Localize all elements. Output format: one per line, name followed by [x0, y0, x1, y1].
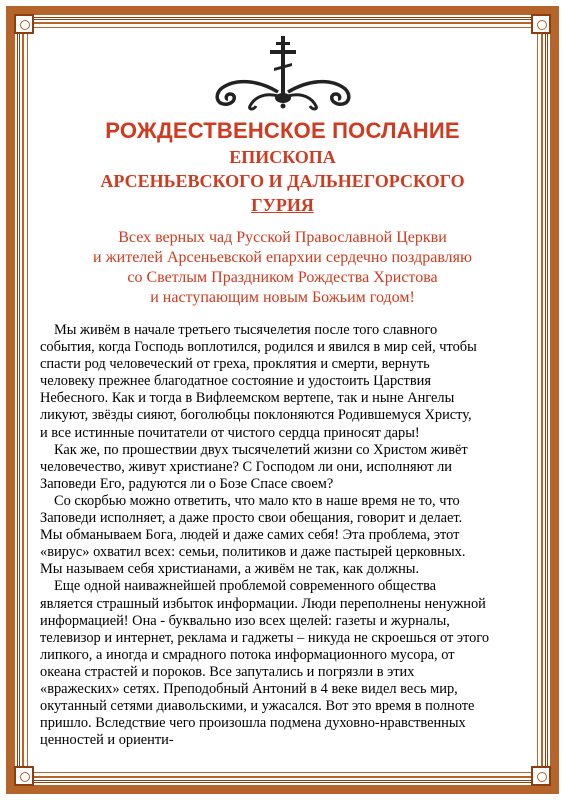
body-line: ликуют, звёзды сияют, боголюбцы поклоняются Родившемуся Христу, [40, 407, 472, 424]
body-line: Со скорбью можно ответить, что мало кто в наше время не то, что [54, 492, 460, 509]
body-line: Мы называем себя христианами, а живём не так, как должны. [40, 561, 420, 578]
body-line: «вражеских» сетях. Преподобный Антоний в 4 веке видел весь мир, [40, 680, 458, 697]
letter-content [40, 32, 525, 749]
body-line: является страшный избыток информации. Люди переполнены ненужной [40, 595, 486, 612]
subtitle-line-1: ЕПИСКОПА [229, 147, 336, 167]
frame-corner-bottom-right [531, 766, 551, 786]
body-line: события, когда Господь воплотился, родился и явился в мир сей, чтобы [40, 339, 477, 356]
body-line: человечество, живут христиане? С Господом ли они, исполняют ли [40, 458, 452, 475]
body-line: ценностей и ориенти- [40, 732, 174, 749]
body-line: телевизор и интернет, реклама и гаджеты – никуда не скроешься от этого [40, 629, 490, 646]
body-line: липкого, а иногда и смрадного потока информационного мусора, от [40, 646, 455, 663]
author-name: ГУРИЯ [251, 195, 314, 215]
body-line: Мы живём в начале третьего тысячелетия после того славного [54, 322, 438, 338]
body-line: «вирус» охватил всех: семьи, политиков и даже пастырей церковных. [40, 544, 466, 561]
body-line: Заповеди исполняет, а даже просто свои обещания, говорит и делает. [40, 510, 463, 527]
orthodox-cross-icon [198, 32, 368, 112]
body-line: Еще одной наиважнейшей проблемой современного общества [54, 578, 437, 595]
frame-corner-top-left [14, 14, 34, 34]
frame-corner-bottom-left [14, 766, 34, 786]
body-line: Мы обманываем Бога, людей и даже самих себя! Эта проблема, этот [40, 527, 460, 544]
body-line: и все истинные почитатели от чистого сердца приносят дары! [40, 424, 420, 441]
body-line: окутанный сетями диавольскими, и ужасался. Вот это время в полноте [40, 698, 475, 715]
subtitle-line-3 [40, 194, 525, 216]
body-line: информацией! Она - буквально изо всех щелей: газеты и журналы, [40, 612, 450, 629]
letter-body [40, 322, 525, 749]
greeting-line: со Светлым Праздником Рождества Христова [127, 269, 438, 286]
body-line: пришло. Вследствие чего произошла подмена духовно-нравственных [40, 715, 466, 732]
frame-corner-top-right [531, 14, 551, 34]
body-line: Как же, по прошествии двух тысячелетий жизни со Христом живёт [54, 441, 468, 458]
body-line: человеку прежнее благодатное состояние и удостоить Царствия [40, 373, 431, 390]
greeting-block [40, 228, 525, 308]
body-line: спасти род человеческий от греха, проклятия и смерти, вернуть [40, 356, 430, 373]
page-title: РОЖДЕСТВЕНСКОЕ ПОСЛАНИЕ [105, 118, 460, 143]
body-line: Небесного. Как и тогда в Вифлеемском вертепе, так и ныне Ангелы [40, 390, 455, 407]
body-line: океана страстей и пороков. Все запутались и погрязли в этих [40, 663, 415, 680]
greeting-line: и наступающим новым Божьим годом! [150, 289, 415, 306]
greeting-line: и жителей Арсеньевской епархии сердечно поздравляю [93, 249, 472, 266]
greeting-line: Всех верных чад Русской Православной Церкви [118, 229, 447, 246]
subtitle-line-2: АРСЕНЬЕВСКОГО И ДАЛЬНЕГОРСКОГО [100, 171, 465, 191]
body-line: Заповеди Его, радуются ли о Бозе Спасе своем? [40, 475, 334, 492]
